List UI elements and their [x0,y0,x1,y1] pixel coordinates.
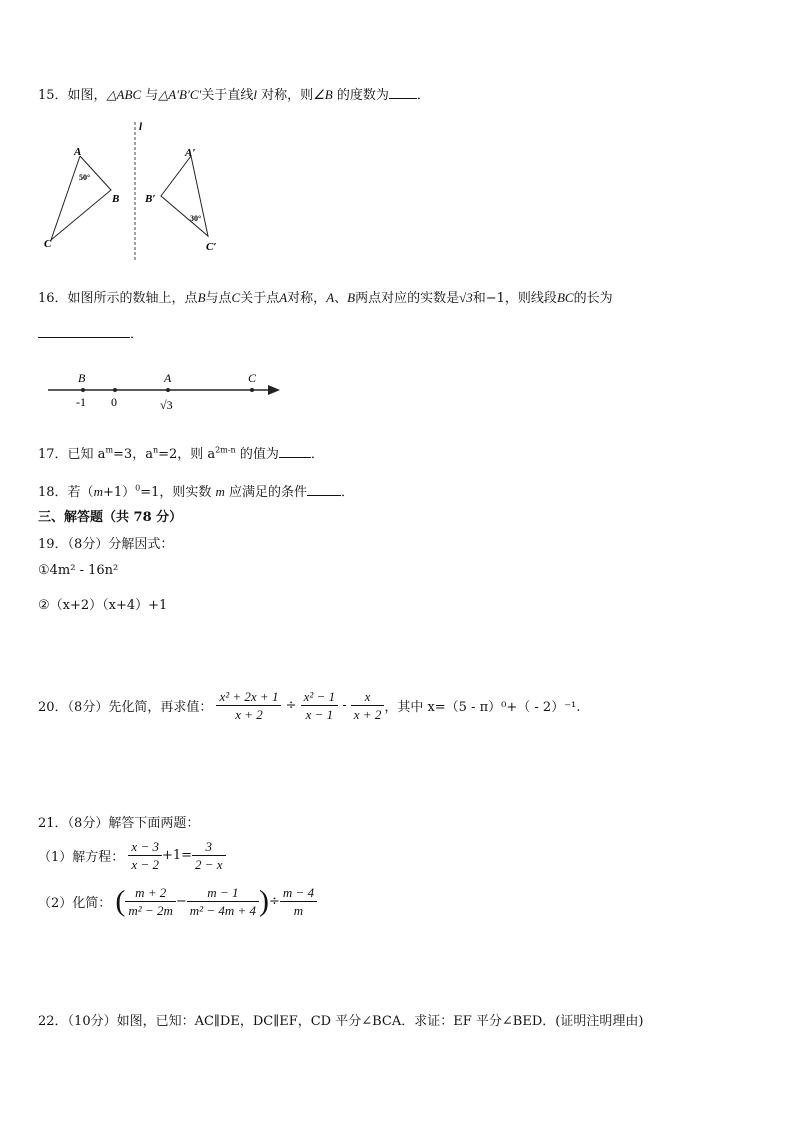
q21-title: 21．（8分）解答下面两题： [38,816,200,831]
q16-number-line [40,360,290,420]
label-l: l [139,121,143,133]
triangle-abc-prime [161,156,208,236]
axis-label-B: B [78,371,86,385]
q19-item-1: ①4m² - 16n² [38,563,119,578]
answer-blank[interactable] [307,495,341,496]
answer-blank[interactable] [389,98,417,99]
q17-text: 17．已知 $a^m=3$，$a^n=2$，则 $a^{2m-n}$ 的值为 ． [38,445,324,462]
label-A-prime: A′ [185,147,196,159]
q16-text: 16．如图所示的数轴上，点B与点C关于点A对称，A、B两点对应的实数是√3和−1，则线段BC的长为 [38,290,613,306]
answer-blank[interactable] [279,457,311,458]
q19-title: 19．（8分）分解因式： [38,537,174,552]
label-C-prime: C′ [206,241,217,253]
q21-part-1: （1）解方程： $\frac{x - 3}{x - 2}$ +1= $\frac{3}{2 - x}$ [38,838,226,873]
tick-minus1: -1 [76,395,86,409]
tick-sqrt3: √3 [160,398,173,412]
axis-arrow [268,385,280,395]
q22-text: 22．（10分）如图，已知：AC∥DE，DC∥EF，CD 平分∠BCA．求证：EF 平分∠BED．(证明注明理由) [38,1014,644,1029]
q21-part-2: （2）化简： ( $\frac{m + 2}{\text{m² − 2m}}$ − $\frac{m - 1}{\text{m² − 4m + 4}}$ )÷ $\frac{m - 4}{m}$ [38,884,317,919]
label-B: B [112,193,120,205]
triangle-abc [51,156,111,240]
q19-item-2: ②（x+2）（x+4）+1 [38,598,168,613]
tick-zero: 0 [111,395,117,409]
label-A: A [74,146,82,158]
q20-text: 20．（8分）先化简，再求值： $\frac{\text{x² + 2x + 1}}{x + 2}$ ÷ $\frac{\text{x² − 1}}{x - 1}$ - $\frac{x}{x + 2}$ ，其中 x=（5 - π）⁰+（ - 2）⁻¹. [38,689,581,722]
q16-answer-line: ． [38,323,143,342]
q18-text: 18．若$(m+1)^0=1$，则实数 m 应满足的条件 ． [38,483,355,500]
angle-50: 50° [79,173,91,182]
answer-blank[interactable] [38,337,130,338]
label-B-prime: B′ [145,193,156,205]
q15-text: 15．如图，△ABC 与△A′B′C′关于直线l 对称，则∠B 的度数为 ． [38,87,430,103]
q15-figure [36,118,236,268]
label-C: C [44,238,52,250]
axis-label-A: A [164,371,172,385]
section-heading: 三、解答题（共 78 分） [38,510,183,525]
angle-30: 30° [190,214,202,223]
axis-label-C: C [248,371,257,385]
